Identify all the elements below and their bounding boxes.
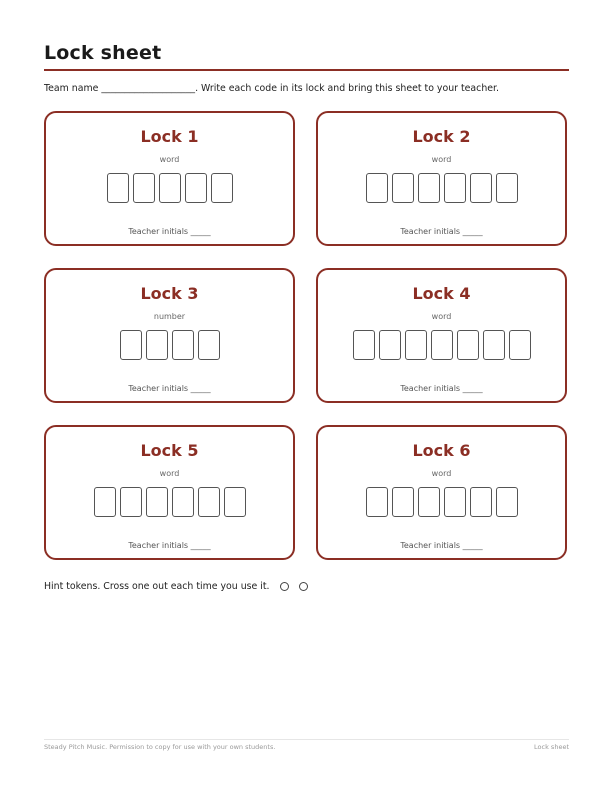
code-letter-box (159, 173, 181, 203)
code-letter-box (470, 173, 492, 203)
hint-tokens (280, 582, 308, 591)
lock-card-1 (44, 111, 295, 246)
code-letter-box (431, 330, 453, 360)
code-letter-box (405, 330, 427, 360)
code-letter-box (120, 487, 142, 517)
code-boxes (46, 330, 293, 360)
code-letter-box (470, 487, 492, 517)
code-letter-box (496, 173, 518, 203)
teacher-initials: Teacher initials _____ (400, 227, 483, 236)
code-letter-box (392, 173, 414, 203)
code-letter-box (211, 173, 233, 203)
lock-type: number (153, 312, 186, 321)
code-letter-box (366, 173, 388, 203)
code-letter-box (509, 330, 531, 360)
code-letter-box (185, 173, 207, 203)
lock-type: word (431, 155, 452, 164)
code-letter-box (379, 330, 401, 360)
code-letter-box (353, 330, 375, 360)
code-letter-box (444, 173, 466, 203)
footer-sheet-name: Lock sheet (534, 743, 569, 751)
code-letter-box (198, 330, 220, 360)
lock-title: Lock 1 (140, 127, 199, 146)
code-letter-box (224, 487, 246, 517)
lock-title: Lock 3 (140, 284, 199, 303)
code-letter-box (133, 173, 155, 203)
code-letter-box (392, 487, 414, 517)
hint-tokens-label: Hint tokens. Cross one out each time you use it. (44, 581, 270, 592)
teacher-initials: Teacher initials _____ (128, 541, 211, 550)
code-letter-box (107, 173, 129, 203)
lock-type: word (431, 469, 452, 478)
footer-rule (44, 739, 569, 740)
title-rule (44, 69, 569, 71)
lock-title: Lock 5 (140, 441, 199, 460)
hint-token-circle (280, 582, 289, 591)
hint-tokens-row (44, 581, 308, 592)
lock-title: Lock 4 (412, 284, 471, 303)
teacher-initials: Teacher initials _____ (400, 541, 483, 550)
code-letter-box (483, 330, 505, 360)
footer-copyright: Steady Pitch Music. Permission to copy for use with your own students. (44, 743, 276, 751)
code-letter-box (120, 330, 142, 360)
code-boxes (46, 173, 293, 203)
code-letter-box (444, 487, 466, 517)
lock-card-2 (316, 111, 567, 246)
lock-title: Lock 6 (412, 441, 471, 460)
code-letter-box (198, 487, 220, 517)
code-letter-box (94, 487, 116, 517)
teacher-initials: Teacher initials _____ (400, 384, 483, 393)
lock-card-3 (44, 268, 295, 403)
code-boxes (318, 330, 565, 360)
code-letter-box (172, 330, 194, 360)
code-boxes (318, 173, 565, 203)
code-letter-box (418, 487, 440, 517)
lock-type: word (431, 312, 452, 321)
code-letter-box (366, 487, 388, 517)
code-letter-box (146, 330, 168, 360)
teacher-initials: Teacher initials _____ (128, 384, 211, 393)
code-letter-box (457, 330, 479, 360)
code-boxes (46, 487, 293, 517)
code-letter-box (496, 487, 518, 517)
lock-type: word (159, 155, 180, 164)
lock-title: Lock 2 (412, 127, 471, 146)
lock-card-5 (44, 425, 295, 560)
code-letter-box (418, 173, 440, 203)
lock-card-6 (316, 425, 567, 560)
lock-card-4 (316, 268, 567, 403)
lock-type: word (159, 469, 180, 478)
code-letter-box (146, 487, 168, 517)
page-title: Lock sheet (44, 42, 162, 64)
intro-text: Team name ____________________. Write each code in its lock and bring this sheet to your teacher. (44, 83, 499, 94)
code-boxes (318, 487, 565, 517)
hint-token-circle (299, 582, 308, 591)
code-letter-box (172, 487, 194, 517)
teacher-initials: Teacher initials _____ (128, 227, 211, 236)
